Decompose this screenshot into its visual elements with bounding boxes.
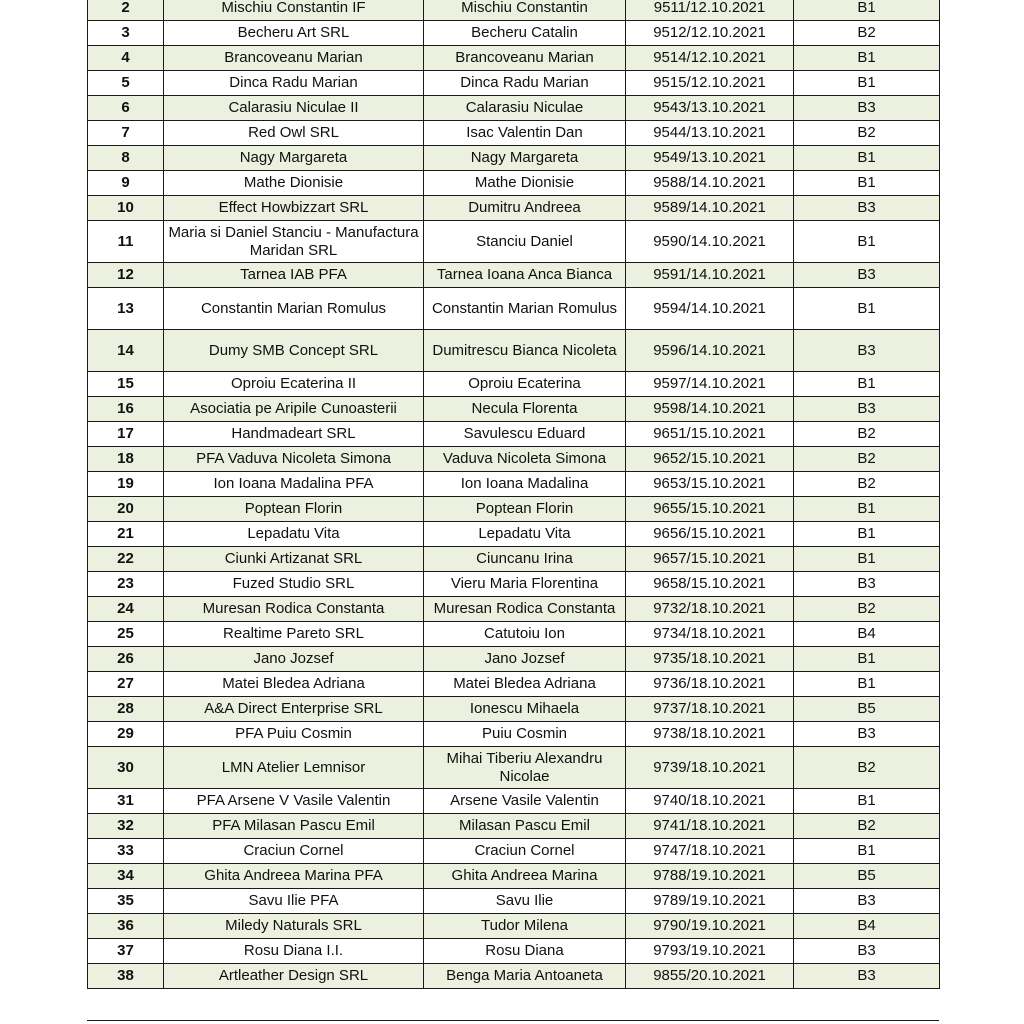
table-row [88, 497, 940, 522]
registration-number: 9589/14.10.2021 [626, 196, 794, 221]
participant-name: PFA Milasan Pascu Emil [164, 814, 424, 839]
table-row [88, 171, 940, 196]
representative-name: Poptean Florin [424, 497, 626, 522]
representative-name: Savulescu Eduard [424, 422, 626, 447]
representative-name: Savu Ilie [424, 889, 626, 914]
table-row [88, 196, 940, 221]
row-number: 8 [88, 146, 164, 171]
representative-name: Vaduva Nicoleta Simona [424, 447, 626, 472]
participant-name: Jano Jozsef [164, 647, 424, 672]
registration-number: 9652/15.10.2021 [626, 447, 794, 472]
representative-name: Ghita Andreea Marina [424, 864, 626, 889]
next-row-border [87, 1020, 939, 1024]
representative-name: Tudor Milena [424, 914, 626, 939]
category-code: B3 [794, 397, 940, 422]
row-number: 35 [88, 889, 164, 914]
category-code: B1 [794, 522, 940, 547]
registration-number: 9741/18.10.2021 [626, 814, 794, 839]
row-number: 20 [88, 497, 164, 522]
registration-number: 9657/15.10.2021 [626, 547, 794, 572]
table-row [88, 964, 940, 989]
table-row [88, 0, 940, 21]
category-code: B2 [794, 472, 940, 497]
table-row [88, 263, 940, 288]
row-number: 3 [88, 21, 164, 46]
category-code: B2 [794, 21, 940, 46]
table-row [88, 422, 940, 447]
table-row [88, 96, 940, 121]
registration-table [87, 0, 940, 989]
row-number: 11 [88, 221, 164, 263]
representative-name: Constantin Marian Romulus [424, 288, 626, 330]
table-row [88, 447, 940, 472]
table-body [88, 0, 940, 989]
registration-number: 9588/14.10.2021 [626, 171, 794, 196]
representative-name: Stanciu Daniel [424, 221, 626, 263]
table-row [88, 697, 940, 722]
registration-number: 9598/14.10.2021 [626, 397, 794, 422]
registration-number: 9658/15.10.2021 [626, 572, 794, 597]
table-row [88, 221, 940, 263]
table-row [88, 372, 940, 397]
representative-name: Oproiu Ecaterina [424, 372, 626, 397]
category-code: B1 [794, 171, 940, 196]
registration-number: 9737/18.10.2021 [626, 697, 794, 722]
representative-name: Dumitru Andreea [424, 196, 626, 221]
category-code: B1 [794, 221, 940, 263]
category-code: B2 [794, 597, 940, 622]
participant-name: Calarasiu Niculae II [164, 96, 424, 121]
registration-number: 9597/14.10.2021 [626, 372, 794, 397]
table-row [88, 121, 940, 146]
row-number: 30 [88, 747, 164, 789]
registration-number: 9656/15.10.2021 [626, 522, 794, 547]
table-row [88, 939, 940, 964]
participant-name: Ghita Andreea Marina PFA [164, 864, 424, 889]
category-code: B3 [794, 889, 940, 914]
representative-name: Tarnea Ioana Anca Bianca [424, 263, 626, 288]
registration-number: 9790/19.10.2021 [626, 914, 794, 939]
registration-number: 9655/15.10.2021 [626, 497, 794, 522]
representative-name: Mathe Dionisie [424, 171, 626, 196]
table-row [88, 522, 940, 547]
registration-number: 9793/19.10.2021 [626, 939, 794, 964]
participant-name: Nagy Margareta [164, 146, 424, 171]
table-row [88, 71, 940, 96]
representative-name: Calarasiu Niculae [424, 96, 626, 121]
category-code: B1 [794, 46, 940, 71]
registration-number: 9594/14.10.2021 [626, 288, 794, 330]
representative-name: Milasan Pascu Emil [424, 814, 626, 839]
participant-name: PFA Puiu Cosmin [164, 722, 424, 747]
table-row [88, 397, 940, 422]
representative-name: Necula Florenta [424, 397, 626, 422]
row-number: 2 [88, 0, 164, 21]
category-code: B2 [794, 814, 940, 839]
row-number: 15 [88, 372, 164, 397]
row-number: 16 [88, 397, 164, 422]
category-code: B2 [794, 447, 940, 472]
participant-name: Mischiu Constantin IF [164, 0, 424, 21]
row-number: 13 [88, 288, 164, 330]
registration-number: 9544/13.10.2021 [626, 121, 794, 146]
category-code: B2 [794, 121, 940, 146]
category-code: B4 [794, 914, 940, 939]
category-code: B3 [794, 572, 940, 597]
registration-number: 9549/13.10.2021 [626, 146, 794, 171]
registration-number: 9511/12.10.2021 [626, 0, 794, 21]
representative-name: Rosu Diana [424, 939, 626, 964]
row-number: 26 [88, 647, 164, 672]
category-code: B3 [794, 939, 940, 964]
participant-name: Asociatia pe Aripile Cunoasterii [164, 397, 424, 422]
category-code: B1 [794, 0, 940, 21]
representative-name: Nagy Margareta [424, 146, 626, 171]
registration-number: 9590/14.10.2021 [626, 221, 794, 263]
participant-name: Savu Ilie PFA [164, 889, 424, 914]
registration-number: 9736/18.10.2021 [626, 672, 794, 697]
participant-name: PFA Arsene V Vasile Valentin [164, 789, 424, 814]
table-row [88, 21, 940, 46]
representative-name: Ion Ioana Madalina [424, 472, 626, 497]
participant-name: Craciun Cornel [164, 839, 424, 864]
registration-number: 9512/12.10.2021 [626, 21, 794, 46]
category-code: B3 [794, 196, 940, 221]
category-code: B1 [794, 372, 940, 397]
registration-number: 9515/12.10.2021 [626, 71, 794, 96]
representative-name: Dinca Radu Marian [424, 71, 626, 96]
table-row [88, 814, 940, 839]
registration-number: 9739/18.10.2021 [626, 747, 794, 789]
row-number: 36 [88, 914, 164, 939]
participant-name: Maria si Daniel Stanciu - Manufactura Maridan SRL [164, 221, 424, 263]
registration-number: 9738/18.10.2021 [626, 722, 794, 747]
participant-name: LMN Atelier Lemnisor [164, 747, 424, 789]
participant-name: Brancoveanu Marian [164, 46, 424, 71]
table-row [88, 889, 940, 914]
registration-number: 9734/18.10.2021 [626, 622, 794, 647]
registration-number: 9596/14.10.2021 [626, 330, 794, 372]
representative-name: Lepadatu Vita [424, 522, 626, 547]
representative-name: Ciuncanu Irina [424, 547, 626, 572]
table-row [88, 789, 940, 814]
row-number: 21 [88, 522, 164, 547]
registration-number: 9514/12.10.2021 [626, 46, 794, 71]
row-number: 32 [88, 814, 164, 839]
row-number: 19 [88, 472, 164, 497]
category-code: B1 [794, 288, 940, 330]
row-number: 38 [88, 964, 164, 989]
row-number: 6 [88, 96, 164, 121]
registration-number: 9591/14.10.2021 [626, 263, 794, 288]
registration-number: 9651/15.10.2021 [626, 422, 794, 447]
category-code: B1 [794, 839, 940, 864]
category-code: B2 [794, 422, 940, 447]
table-row [88, 46, 940, 71]
participant-name: Poptean Florin [164, 497, 424, 522]
representative-name: Becheru Catalin [424, 21, 626, 46]
category-code: B4 [794, 622, 940, 647]
participant-name: A&A Direct Enterprise SRL [164, 697, 424, 722]
representative-name: Mischiu Constantin [424, 0, 626, 21]
participant-name: Ion Ioana Madalina PFA [164, 472, 424, 497]
category-code: B1 [794, 789, 940, 814]
participant-name: Becheru Art SRL [164, 21, 424, 46]
representative-name: Arsene Vasile Valentin [424, 789, 626, 814]
category-code: B3 [794, 96, 940, 121]
row-number: 29 [88, 722, 164, 747]
representative-name: Ionescu Mihaela [424, 697, 626, 722]
category-code: B5 [794, 697, 940, 722]
registration-number: 9855/20.10.2021 [626, 964, 794, 989]
row-number: 37 [88, 939, 164, 964]
representative-name: Vieru Maria Florentina [424, 572, 626, 597]
table-row [88, 864, 940, 889]
participant-name: Dinca Radu Marian [164, 71, 424, 96]
representative-name: Benga Maria Antoaneta [424, 964, 626, 989]
participant-name: Rosu Diana I.I. [164, 939, 424, 964]
row-number: 24 [88, 597, 164, 622]
participant-name: Ciunki Artizanat SRL [164, 547, 424, 572]
row-number: 10 [88, 196, 164, 221]
participant-name: Matei Bledea Adriana [164, 672, 424, 697]
representative-name: Mihai Tiberiu Alexandru Nicolae [424, 747, 626, 789]
row-number: 7 [88, 121, 164, 146]
representative-name: Catutoiu Ion [424, 622, 626, 647]
participant-name: Constantin Marian Romulus [164, 288, 424, 330]
registration-number: 9789/19.10.2021 [626, 889, 794, 914]
row-number: 33 [88, 839, 164, 864]
table-row [88, 547, 940, 572]
table-row [88, 839, 940, 864]
registration-number: 9732/18.10.2021 [626, 597, 794, 622]
representative-name: Craciun Cornel [424, 839, 626, 864]
category-code: B1 [794, 497, 940, 522]
table-row [88, 146, 940, 171]
table-row [88, 747, 940, 789]
row-number: 18 [88, 447, 164, 472]
category-code: B3 [794, 263, 940, 288]
row-number: 31 [88, 789, 164, 814]
table-row [88, 722, 940, 747]
row-number: 5 [88, 71, 164, 96]
registration-number: 9653/15.10.2021 [626, 472, 794, 497]
category-code: B1 [794, 547, 940, 572]
participant-name: Mathe Dionisie [164, 171, 424, 196]
participant-name: Tarnea IAB PFA [164, 263, 424, 288]
row-number: 27 [88, 672, 164, 697]
row-number: 23 [88, 572, 164, 597]
participant-name: Oproiu Ecaterina II [164, 372, 424, 397]
participant-name: Lepadatu Vita [164, 522, 424, 547]
row-number: 12 [88, 263, 164, 288]
registration-number: 9747/18.10.2021 [626, 839, 794, 864]
registration-number: 9788/19.10.2021 [626, 864, 794, 889]
document-page [87, 0, 939, 989]
row-number: 22 [88, 547, 164, 572]
participant-name: Effect Howbizzart SRL [164, 196, 424, 221]
participant-name: PFA Vaduva Nicoleta Simona [164, 447, 424, 472]
row-number: 28 [88, 697, 164, 722]
category-code: B5 [794, 864, 940, 889]
representative-name: Muresan Rodica Constanta [424, 597, 626, 622]
row-number: 34 [88, 864, 164, 889]
table-row [88, 622, 940, 647]
table-row [88, 330, 940, 372]
table-row [88, 672, 940, 697]
participant-name: Red Owl SRL [164, 121, 424, 146]
table-row [88, 597, 940, 622]
category-code: B1 [794, 672, 940, 697]
participant-name: Miledy Naturals SRL [164, 914, 424, 939]
table-row [88, 472, 940, 497]
table-row [88, 572, 940, 597]
row-number: 25 [88, 622, 164, 647]
participant-name: Muresan Rodica Constanta [164, 597, 424, 622]
row-number: 17 [88, 422, 164, 447]
participant-name: Fuzed Studio SRL [164, 572, 424, 597]
representative-name: Brancoveanu Marian [424, 46, 626, 71]
participant-name: Handmadeart SRL [164, 422, 424, 447]
registration-number: 9543/13.10.2021 [626, 96, 794, 121]
category-code: B1 [794, 146, 940, 171]
table-row [88, 914, 940, 939]
category-code: B2 [794, 747, 940, 789]
representative-name: Puiu Cosmin [424, 722, 626, 747]
category-code: B1 [794, 71, 940, 96]
row-number: 14 [88, 330, 164, 372]
representative-name: Jano Jozsef [424, 647, 626, 672]
category-code: B3 [794, 964, 940, 989]
row-number: 9 [88, 171, 164, 196]
representative-name: Isac Valentin Dan [424, 121, 626, 146]
representative-name: Matei Bledea Adriana [424, 672, 626, 697]
table-row [88, 288, 940, 330]
category-code: B3 [794, 330, 940, 372]
registration-number: 9735/18.10.2021 [626, 647, 794, 672]
category-code: B3 [794, 722, 940, 747]
representative-name: Dumitrescu Bianca Nicoleta [424, 330, 626, 372]
participant-name: Artleather Design SRL [164, 964, 424, 989]
table-row [88, 647, 940, 672]
participant-name: Dumy SMB Concept SRL [164, 330, 424, 372]
row-number: 4 [88, 46, 164, 71]
participant-name: Realtime Pareto SRL [164, 622, 424, 647]
category-code: B1 [794, 647, 940, 672]
registration-number: 9740/18.10.2021 [626, 789, 794, 814]
